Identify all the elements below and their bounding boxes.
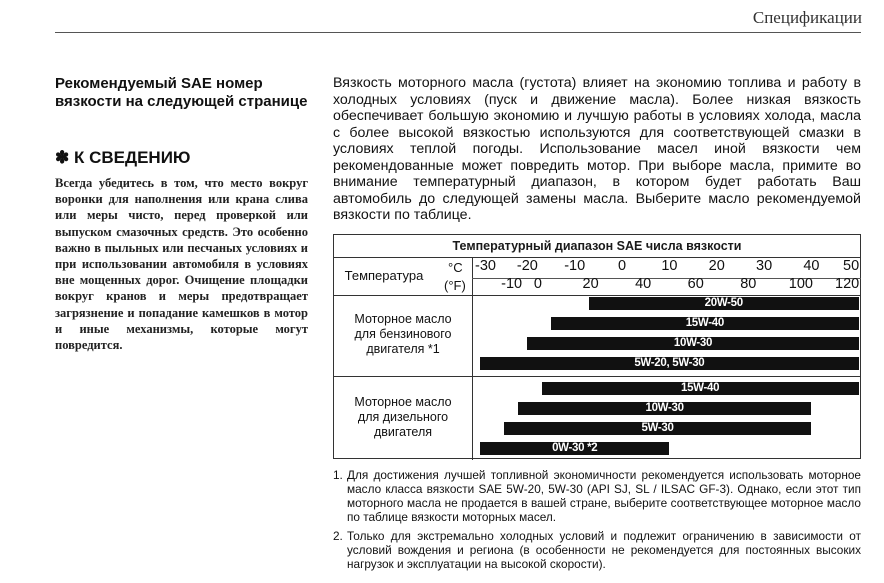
row-divider [334, 376, 860, 377]
footnote-text: Только для экстремально холодных условий и подлежит ограничению в зависимости от условий вождения и региона (в особенности не рекомендуется для постоянных высоких нагрузок и эксплуатации на высокой скорости). [347, 529, 861, 571]
temperature-label: Температура [344, 268, 424, 283]
footnote-1 [333, 468, 861, 524]
intro-paragraph: Вязкость моторного масла (густота) влияет на экономию топлива и работу в холодных условиях (пуск и движение масла). Более низкая вязкость обеспечивает большую экономию и лучшую работы в условиях холода, масла с более высокой вязкостью используются для соответствующей смазки в условиях теплой погоды. Использование масел иной вязкости чем рекомендованные может повредить мотор. При выборе масла, примите во внимание температурный диапазон, в котором будет работать Ваш автомобиль до следующей замены масла. Выберите масло рекомендуемой вязкости по таблице. [333, 75, 861, 223]
fahrenheit-tick: 0 [533, 276, 542, 292]
viscosity-table [333, 234, 861, 459]
viscosity-bar: 5W-20, 5W-30 [480, 357, 859, 370]
fahrenheit-tick: 20 [582, 276, 599, 292]
label-line: Моторное масло [354, 312, 452, 326]
notice-text: Всегда убедитесь в том, что место вокруг воронки для наполнения или крана слива или меры чисто, перед проверкой или выпуском смазочных средств. Это особенно важно в пыльных или песчаных условиях и при использовании автомобиля в условиях вне мощенных дорог. Очищение площадки вокруг кранов и меры предотвращает загрязнение и попадание камешков в мотор и иные механизмы, которые могут повредится. [55, 176, 308, 353]
celsius-tick: 0 [618, 258, 627, 274]
row-divider [334, 295, 860, 296]
column-divider [472, 257, 473, 460]
footnote-number: 2. [333, 529, 343, 543]
celsius-tick: 20 [708, 258, 725, 274]
section-title: Спецификации [752, 8, 862, 27]
fahrenheit-tick: 100 [788, 276, 813, 292]
viscosity-bar: 5W-30 [504, 422, 812, 435]
label-line: двигателя [373, 425, 433, 439]
fahrenheit-tick: 120 [835, 276, 860, 292]
fahrenheit-tick: 80 [740, 276, 757, 292]
label-line: двигателя *1 [366, 342, 440, 356]
celsius-tick: 10 [661, 258, 678, 274]
gasoline-label [334, 312, 472, 357]
viscosity-bar: 15W-40 [542, 382, 859, 395]
header-rule [55, 32, 861, 33]
viscosity-bar: 20W-50 [589, 297, 859, 310]
footnote-number: 1. [333, 468, 343, 482]
diesel-label [334, 395, 472, 440]
fahrenheit-tick: -10 [501, 276, 523, 292]
fahrenheit-tick: 40 [635, 276, 652, 292]
label-line: Моторное масло [354, 395, 452, 409]
fahrenheit-tick: 60 [687, 276, 704, 292]
notice-heading [55, 148, 190, 168]
notice-heading-text: К СВЕДЕНИЮ [73, 148, 191, 167]
celsius-unit: °C [448, 260, 463, 275]
asterisk-icon: ✽ [55, 148, 70, 167]
viscosity-bar: 10W-30 [527, 337, 858, 350]
celsius-tick: 50 [843, 258, 860, 274]
viscosity-bar: 15W-40 [551, 317, 859, 330]
label-line: для дизельного [357, 410, 449, 424]
label-line: для бензинового [354, 327, 452, 341]
celsius-tick: -20 [516, 258, 538, 274]
table-title: Температурный диапазон SAE числа вязкости [334, 235, 860, 258]
celsius-tick: 40 [803, 258, 820, 274]
viscosity-bar: 10W-30 [518, 402, 811, 415]
footnotes [333, 468, 861, 576]
footnote-2 [333, 529, 861, 571]
celsius-tick: -10 [564, 258, 586, 274]
left-heading: Рекомендуемый SAE номер вязкости на следующей странице [55, 75, 308, 110]
footnote-text: Для достижения лучшей топливной экономичности рекомендуется использовать моторное масло класса вязкости SAE 5W-20, 5W-30 (API SJ, SL / ILSAC GF-3). Однако, если этот тип моторного масла не продается в вашей стране, выберите соответствующее моторное масло по таблице вязкости моторных масел. [347, 468, 861, 524]
celsius-tick: -30 [475, 258, 496, 274]
celsius-tick: 30 [756, 258, 773, 274]
viscosity-bar: 0W-30 *2 [480, 442, 669, 455]
fahrenheit-unit: (°F) [444, 278, 466, 293]
